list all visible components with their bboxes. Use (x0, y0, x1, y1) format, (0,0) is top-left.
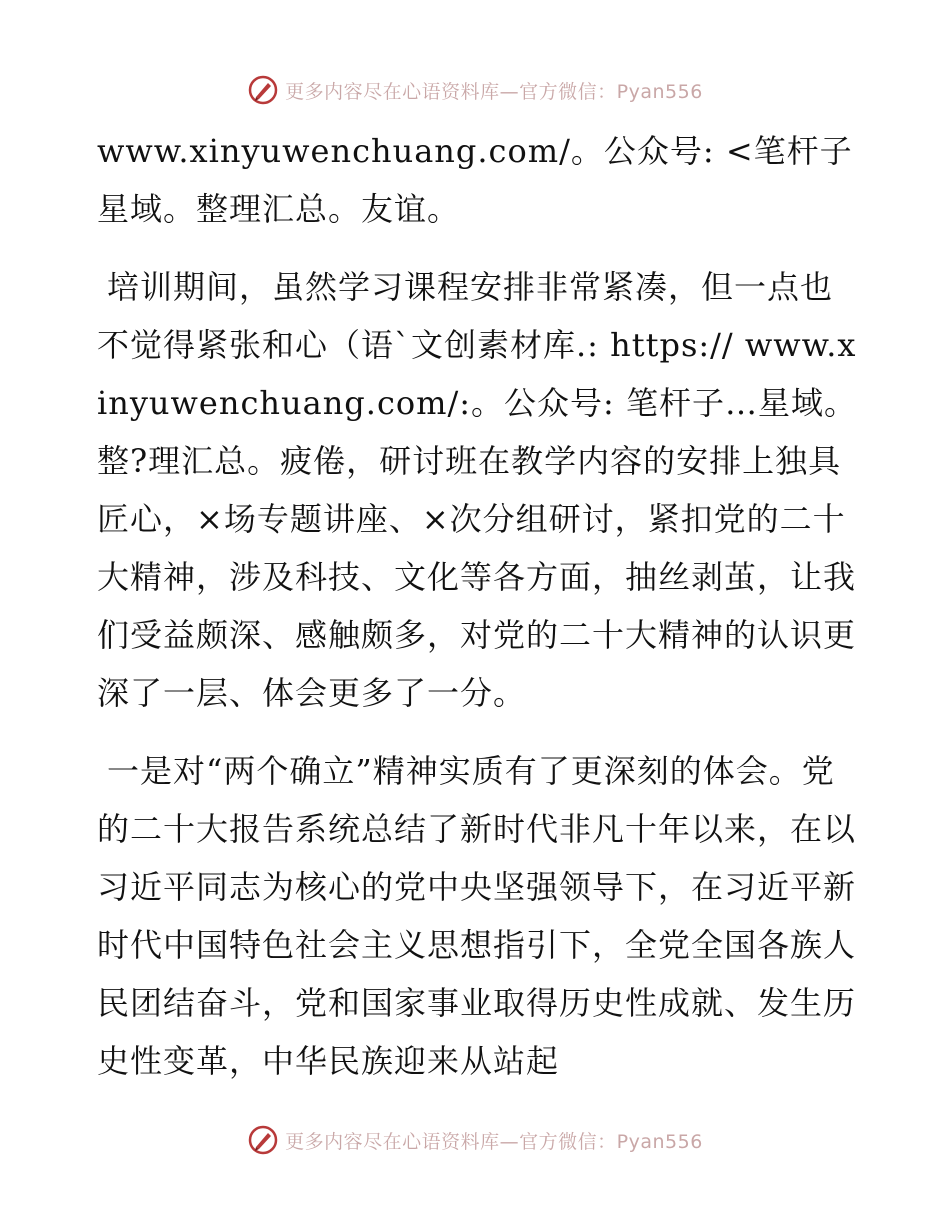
document-body (97, 122, 857, 1110)
paragraph-text: www.xinyuwenchuang.com/。公众号: <笔杆子星域。整理汇总。友谊。 (97, 132, 853, 228)
footer-watermark (0, 1122, 950, 1158)
watermark-text: 更多内容尽在心语资料库—官方微信：Pyan556 (285, 1130, 703, 1153)
paragraph-3 (97, 742, 857, 1090)
paragraph-1 (97, 122, 857, 238)
paragraph-text: 培训期间，虽然学习课程安排非常紧凑，但一点也不觉得紧张和心（语`文创素材库.: https:// www.xinyuwenchuang.com/:。公众号: 笔杆子…星域。整?理汇总。疲倦，研讨班在教学内容的安排上独具匠心，×场专题讲座、×次分组研讨，紧扣党的二十大精神，涉及科技、文化等各方面，抽丝剥茧，让我们受益颇深、感触颇多，对党的二十大精神的认识更深了一层、体会更多了一分。 (97, 268, 858, 712)
watermark-text: 更多内容尽在心语资料库—官方微信：Pyan556 (285, 80, 703, 103)
pen-logo-icon (247, 74, 279, 106)
pen-logo-icon (247, 1124, 279, 1156)
paragraph-text: 一是对“两个确立”精神实质有了更深刻的体会。党的二十大报告系统总结了新时代非凡十年以来，在以习近平同志为核心的党中央坚强领导下，在习近平新时代中国特色社会主义思想指引下，全党全国各族人民团结奋斗，党和国家事业取得历史性成就、发生历史性变革，中华民族迎来从站起 (97, 752, 857, 1080)
header-watermark (0, 72, 950, 108)
paragraph-2 (97, 258, 857, 722)
